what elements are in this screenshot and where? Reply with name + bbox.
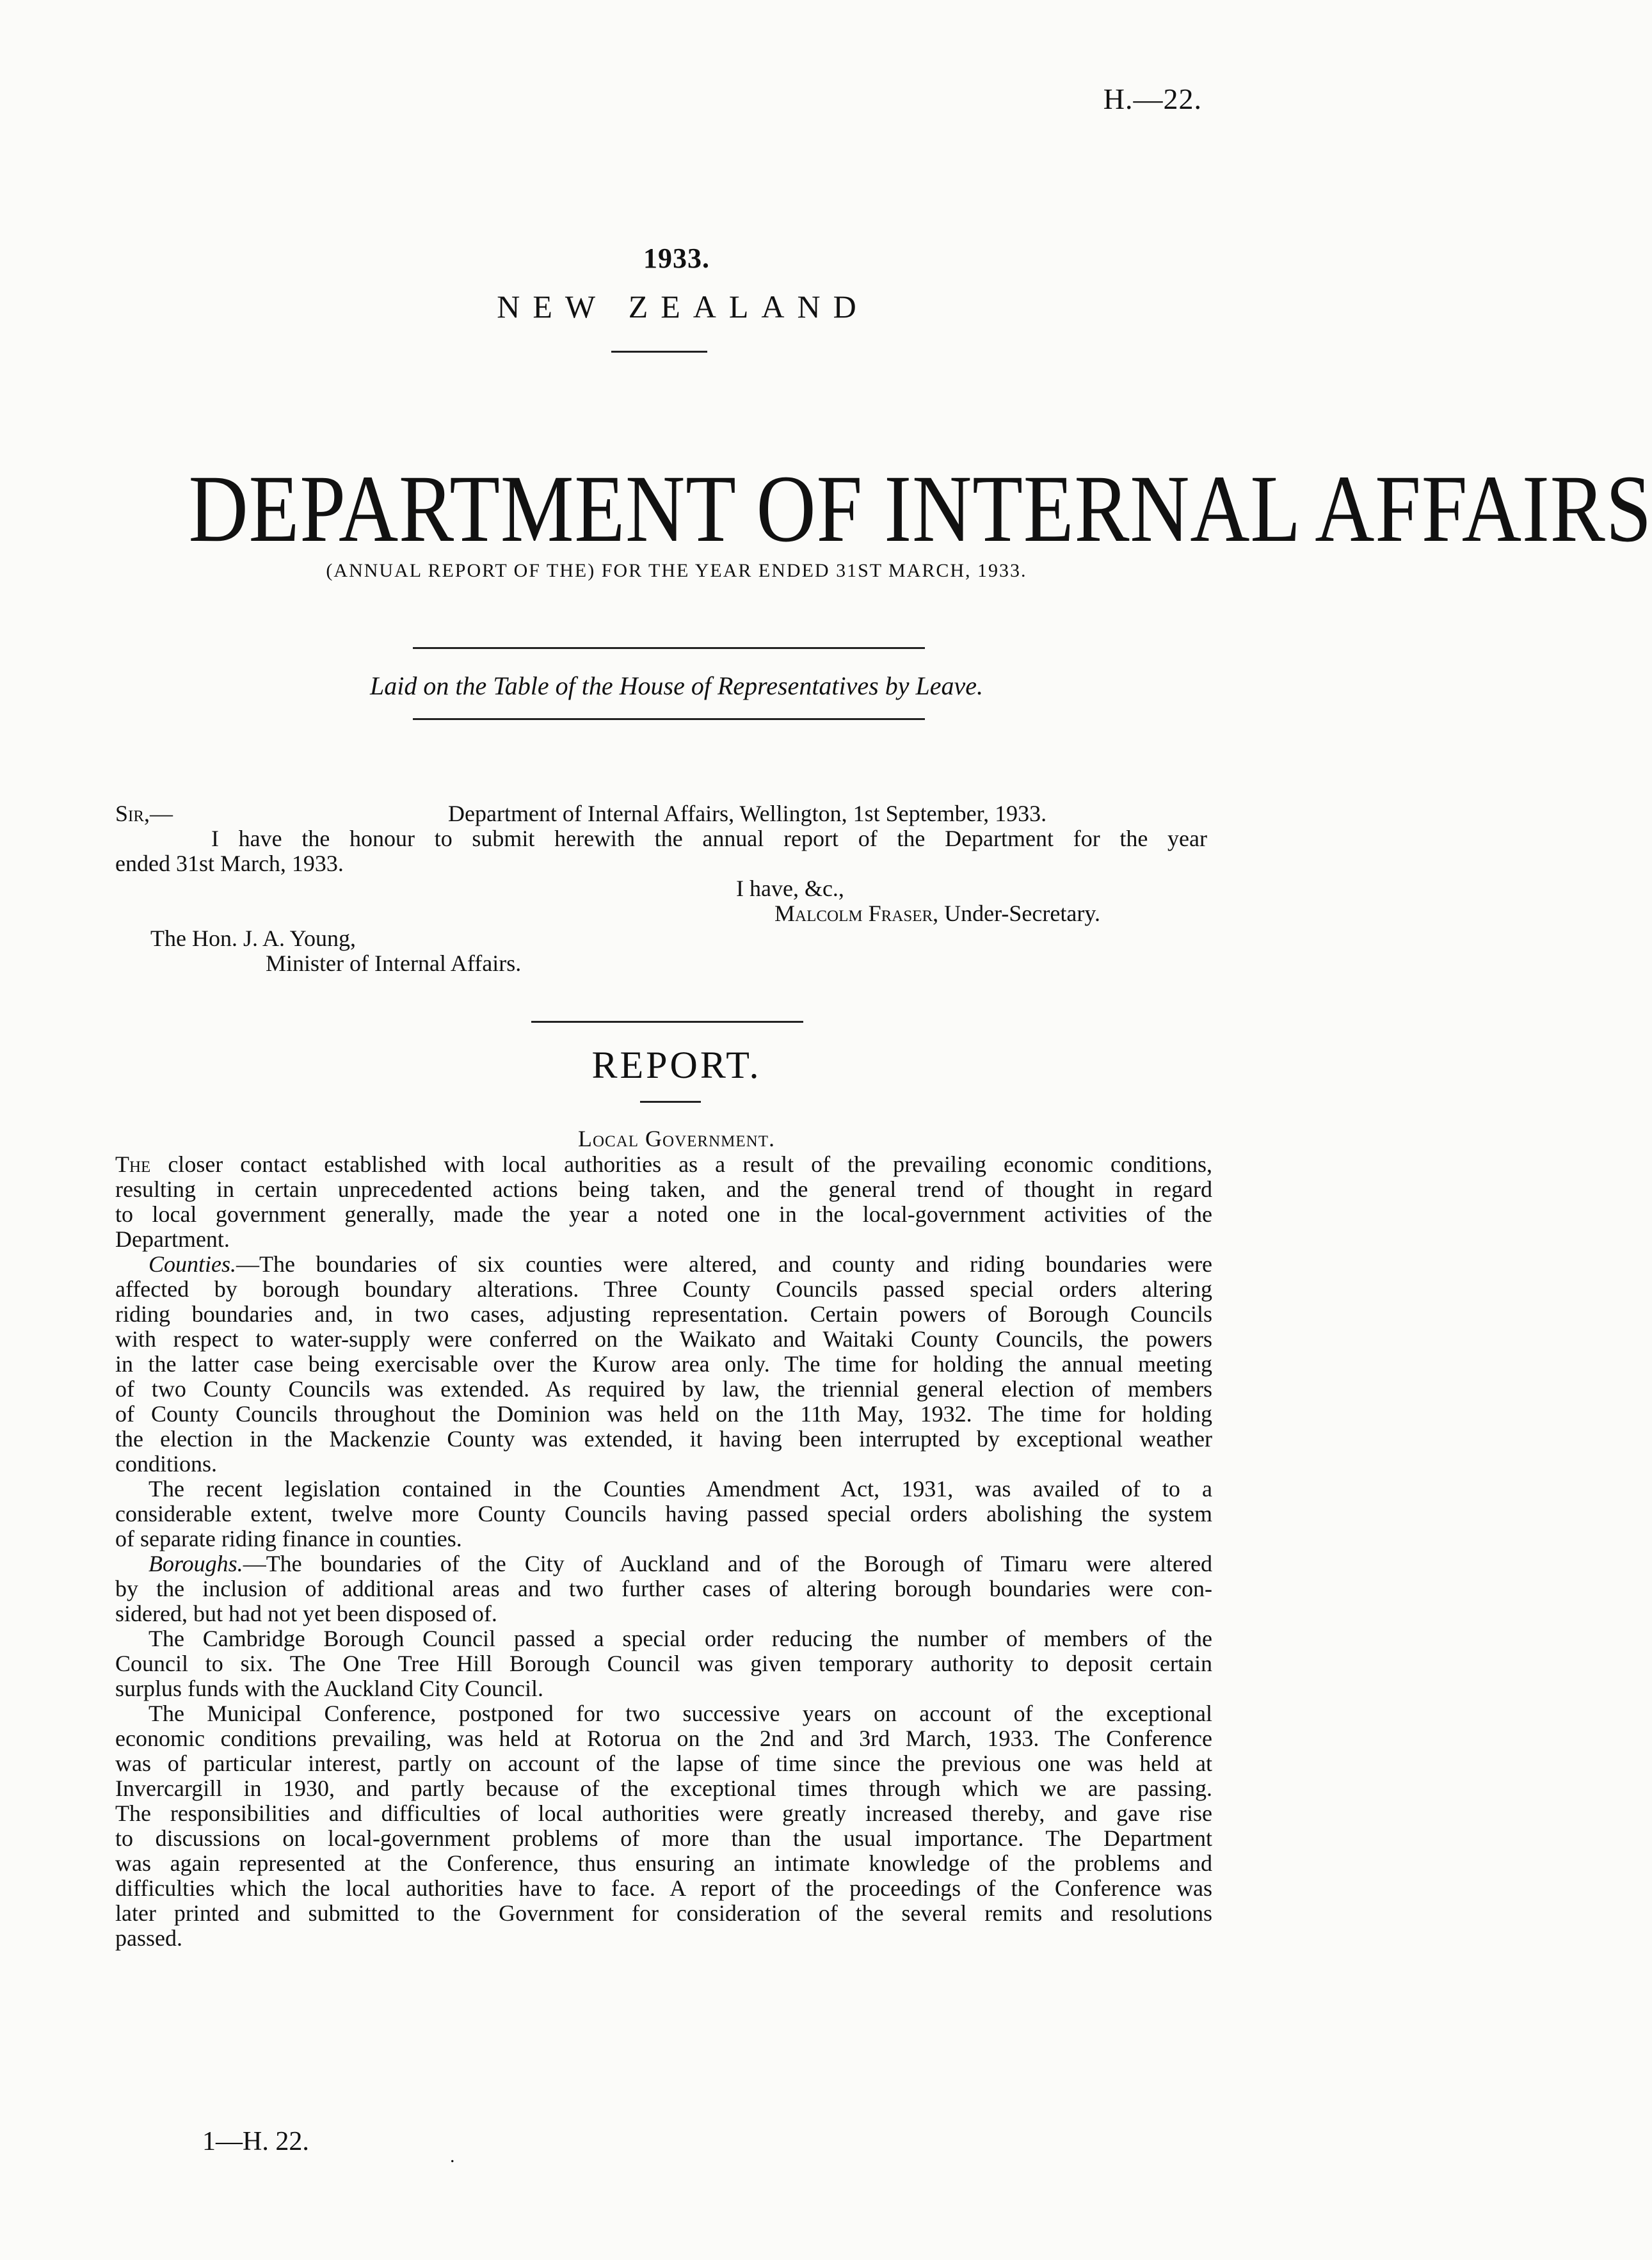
paragraph-line: of separate riding finance in counties. — [115, 1526, 462, 1551]
paragraph-line: considerable extent, twelve more County Councils having passed special orders abolishing the system — [115, 1501, 1212, 1527]
paragraph-line: The responsibilities and difficulties of local authorities were greatly increased thereby, and gave rise — [115, 1800, 1212, 1826]
paragraph-line: was of particular interest, partly on account of the lapse of time since the previous one was held at — [115, 1751, 1212, 1776]
paragraph-line: passed. — [115, 1925, 182, 1951]
letter-signature — [774, 900, 1100, 927]
paragraph-line: with respect to water-supply were conferred on the Waikato and Waitaki County Councils, the powers — [115, 1326, 1212, 1352]
divider-rule — [413, 718, 925, 720]
paragraph-line: economic conditions prevailing, was held at Rotorua on the 2nd and 3rd March, 1933. The Conference — [115, 1726, 1212, 1751]
paragraph-lead: The — [115, 1151, 151, 1177]
signer-name: Malcolm Fraser — [774, 901, 933, 926]
salutation: Sir,— — [115, 801, 173, 826]
paragraph-line: Boroughs.—The boundaries of the City of Auckland and of the Borough of Timaru were altered — [148, 1551, 1212, 1576]
paragraph-line: sidered, but had not yet been disposed of. — [115, 1601, 497, 1626]
document-year: 1933. — [643, 243, 710, 274]
paragraph-line: by the inclusion of additional areas and two further cases of altering borough boundaries were con- — [115, 1576, 1212, 1601]
paragraph-line: to discussions on local-government problems of more than the usual importance. The Department — [115, 1825, 1212, 1851]
laid-notice: Laid on the Table of the House of Representatives by Leave. — [370, 671, 983, 700]
paragraph-line: Invercargill in 1930, and partly because of the exceptional times through which we are passing. — [115, 1775, 1212, 1801]
paragraph-line: resulting in certain unprecedented actions being taken, and the general trend of thought in regard — [115, 1176, 1212, 1202]
counties-sidehead: Counties. — [148, 1251, 237, 1277]
divider-rule — [640, 1101, 701, 1103]
report-subtitle: (ANNUAL REPORT OF THE) FOR THE YEAR ENDED 31ST MARCH, 1933. — [326, 560, 1027, 581]
paragraph-line: was again represented at the Conference, thus ensuring an intimate knowledge of the problems and — [115, 1850, 1212, 1876]
paragraph-line: The recent legislation contained in the Counties Amendment Act, 1931, was availed of to a — [148, 1476, 1212, 1502]
divider-rule — [611, 351, 707, 353]
stray-mark: . — [450, 2145, 455, 2167]
letter-recipient: The Hon. J. A. Young, — [150, 926, 357, 951]
paragraph-line: the election in the Mackenzie County was extended, it having been interrupted by exceptional weather — [115, 1426, 1212, 1452]
paragraph-line: Counties.—The boundaries of six counties were altered, and county and riding boundaries were — [148, 1251, 1212, 1277]
paragraph-line: surplus funds with the Auckland City Council. — [115, 1676, 543, 1701]
page-code: H.—22. — [1103, 83, 1202, 115]
paragraph-line: The closer contact established with local authorities as a result of the prevailing economic conditions, — [115, 1151, 1212, 1177]
paragraph-line: riding boundaries and, in two cases, adjusting representation. Certain powers of Borough Councils — [115, 1301, 1212, 1327]
signer-title: , Under-Secretary. — [933, 901, 1100, 926]
divider-rule — [413, 647, 925, 649]
paragraph-line: The Municipal Conference, postponed for two successive years on account of the exceptional — [148, 1701, 1212, 1726]
letter-address: Department of Internal Affairs, Wellington, 1st September, 1933. — [448, 801, 1047, 826]
paragraph-line: of two County Councils was extended. As required by law, the triennial general election of members — [115, 1376, 1212, 1402]
printer-signature: 1—H. 22. — [202, 2127, 309, 2156]
paragraph-line: later printed and submitted to the Government for consideration of the several remits and resolutions — [115, 1900, 1212, 1926]
country-heading: NEW ZEALAND — [497, 289, 869, 325]
letter-recipient-title: Minister of Internal Affairs. — [266, 950, 522, 976]
paragraph-line: in the latter case being exercisable over the Kurow area only. The time for holding the annual meeting — [115, 1351, 1212, 1377]
report-heading: REPORT. — [591, 1044, 762, 1086]
paragraph-line: conditions. — [115, 1451, 217, 1477]
paragraph-line: Council to six. The One Tree Hill Borough Council was given temporary authority to deposit certain — [115, 1651, 1212, 1676]
boroughs-sidehead: Boroughs. — [148, 1551, 243, 1576]
letter-body-line: I have the honour to submit herewith the annual report of the Department for the year — [211, 826, 1207, 851]
letter-body-line: ended 31st March, 1933. — [115, 851, 344, 876]
paragraph-line: affected by borough boundary alterations. Three County Councils passed special orders altering — [115, 1276, 1212, 1302]
paragraph-line: to local government generally, made the year a noted one in the local-government activities of the — [115, 1201, 1212, 1227]
section-heading: Local Government. — [578, 1126, 775, 1151]
paragraph-line: of County Councils throughout the Dominion was held on the 11th May, 1932. The time for holding — [115, 1401, 1212, 1427]
page-title: DEPARTMENT OF INTERNAL AFFAIRS — [188, 456, 1652, 562]
letter-closing: I have, &c., — [736, 876, 844, 901]
divider-rule — [531, 1021, 803, 1023]
paragraph-line: difficulties which the local authorities have to face. A report of the proceedings of the Conference was — [115, 1875, 1212, 1901]
paragraph-line: The Cambridge Borough Council passed a special order reducing the number of members of the — [148, 1626, 1212, 1651]
paragraph-line: Department. — [115, 1226, 230, 1252]
